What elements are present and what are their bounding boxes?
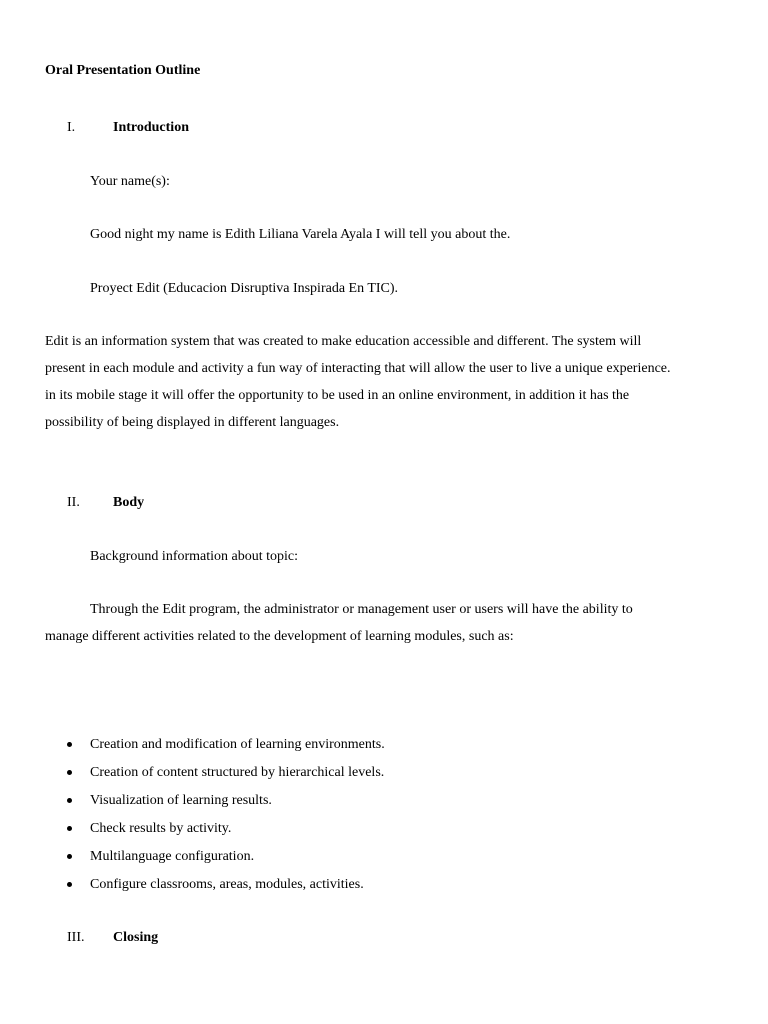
your-names-label: Your name(s): (90, 174, 170, 189)
greeting-text: Good night my name is Edith Liliana Varela Ayala I will tell you about the. (90, 227, 511, 242)
section-heading-closing: Closing (113, 930, 159, 945)
background-info-label: Background information about topic: (90, 549, 299, 564)
bullet-icon (67, 742, 72, 747)
list-item-text: Multilanguage configuration. (90, 849, 255, 864)
list-item-text: Creation and modification of learning environments. (90, 737, 385, 752)
paragraph-line: Through the Edit program, the administrator or management user or users will have the ability to (90, 602, 633, 617)
list-item-text: Creation of content structured by hierarchical levels. (90, 765, 385, 780)
paragraph-line: possibility of being displayed in different languages. (45, 415, 340, 430)
project-name-text: Proyect Edit (Educacion Disruptiva Inspirada En TIC). (90, 281, 399, 296)
list-item-text: Visualization of learning results. (90, 793, 272, 808)
section-heading-body: Body (113, 495, 145, 510)
bullet-icon (67, 826, 72, 831)
list-item-text: Check results by activity. (90, 821, 232, 836)
paragraph-line: present in each module and activity a fun way of interacting that will allow the user to live a unique experience. (45, 361, 671, 376)
bullet-icon (67, 882, 72, 887)
document-title: Oral Presentation Outline (45, 63, 201, 78)
section-numeral-closing: III. (67, 930, 85, 945)
bullet-icon (67, 798, 72, 803)
section-numeral-body: II. (67, 495, 80, 510)
paragraph-line: Edit is an information system that was created to make education accessible and different. The system will (45, 334, 642, 349)
list-item-text: Configure classrooms, areas, modules, activities. (90, 877, 364, 892)
section-numeral-introduction: I. (67, 120, 76, 135)
paragraph-line: in its mobile stage it will offer the opportunity to be used in an online environment, in addition it has the (45, 388, 630, 403)
bullet-icon (67, 854, 72, 859)
paragraph-line: manage different activities related to the development of learning modules, such as: (45, 629, 514, 644)
bullet-icon (67, 770, 72, 775)
section-heading-introduction: Introduction (113, 120, 189, 135)
